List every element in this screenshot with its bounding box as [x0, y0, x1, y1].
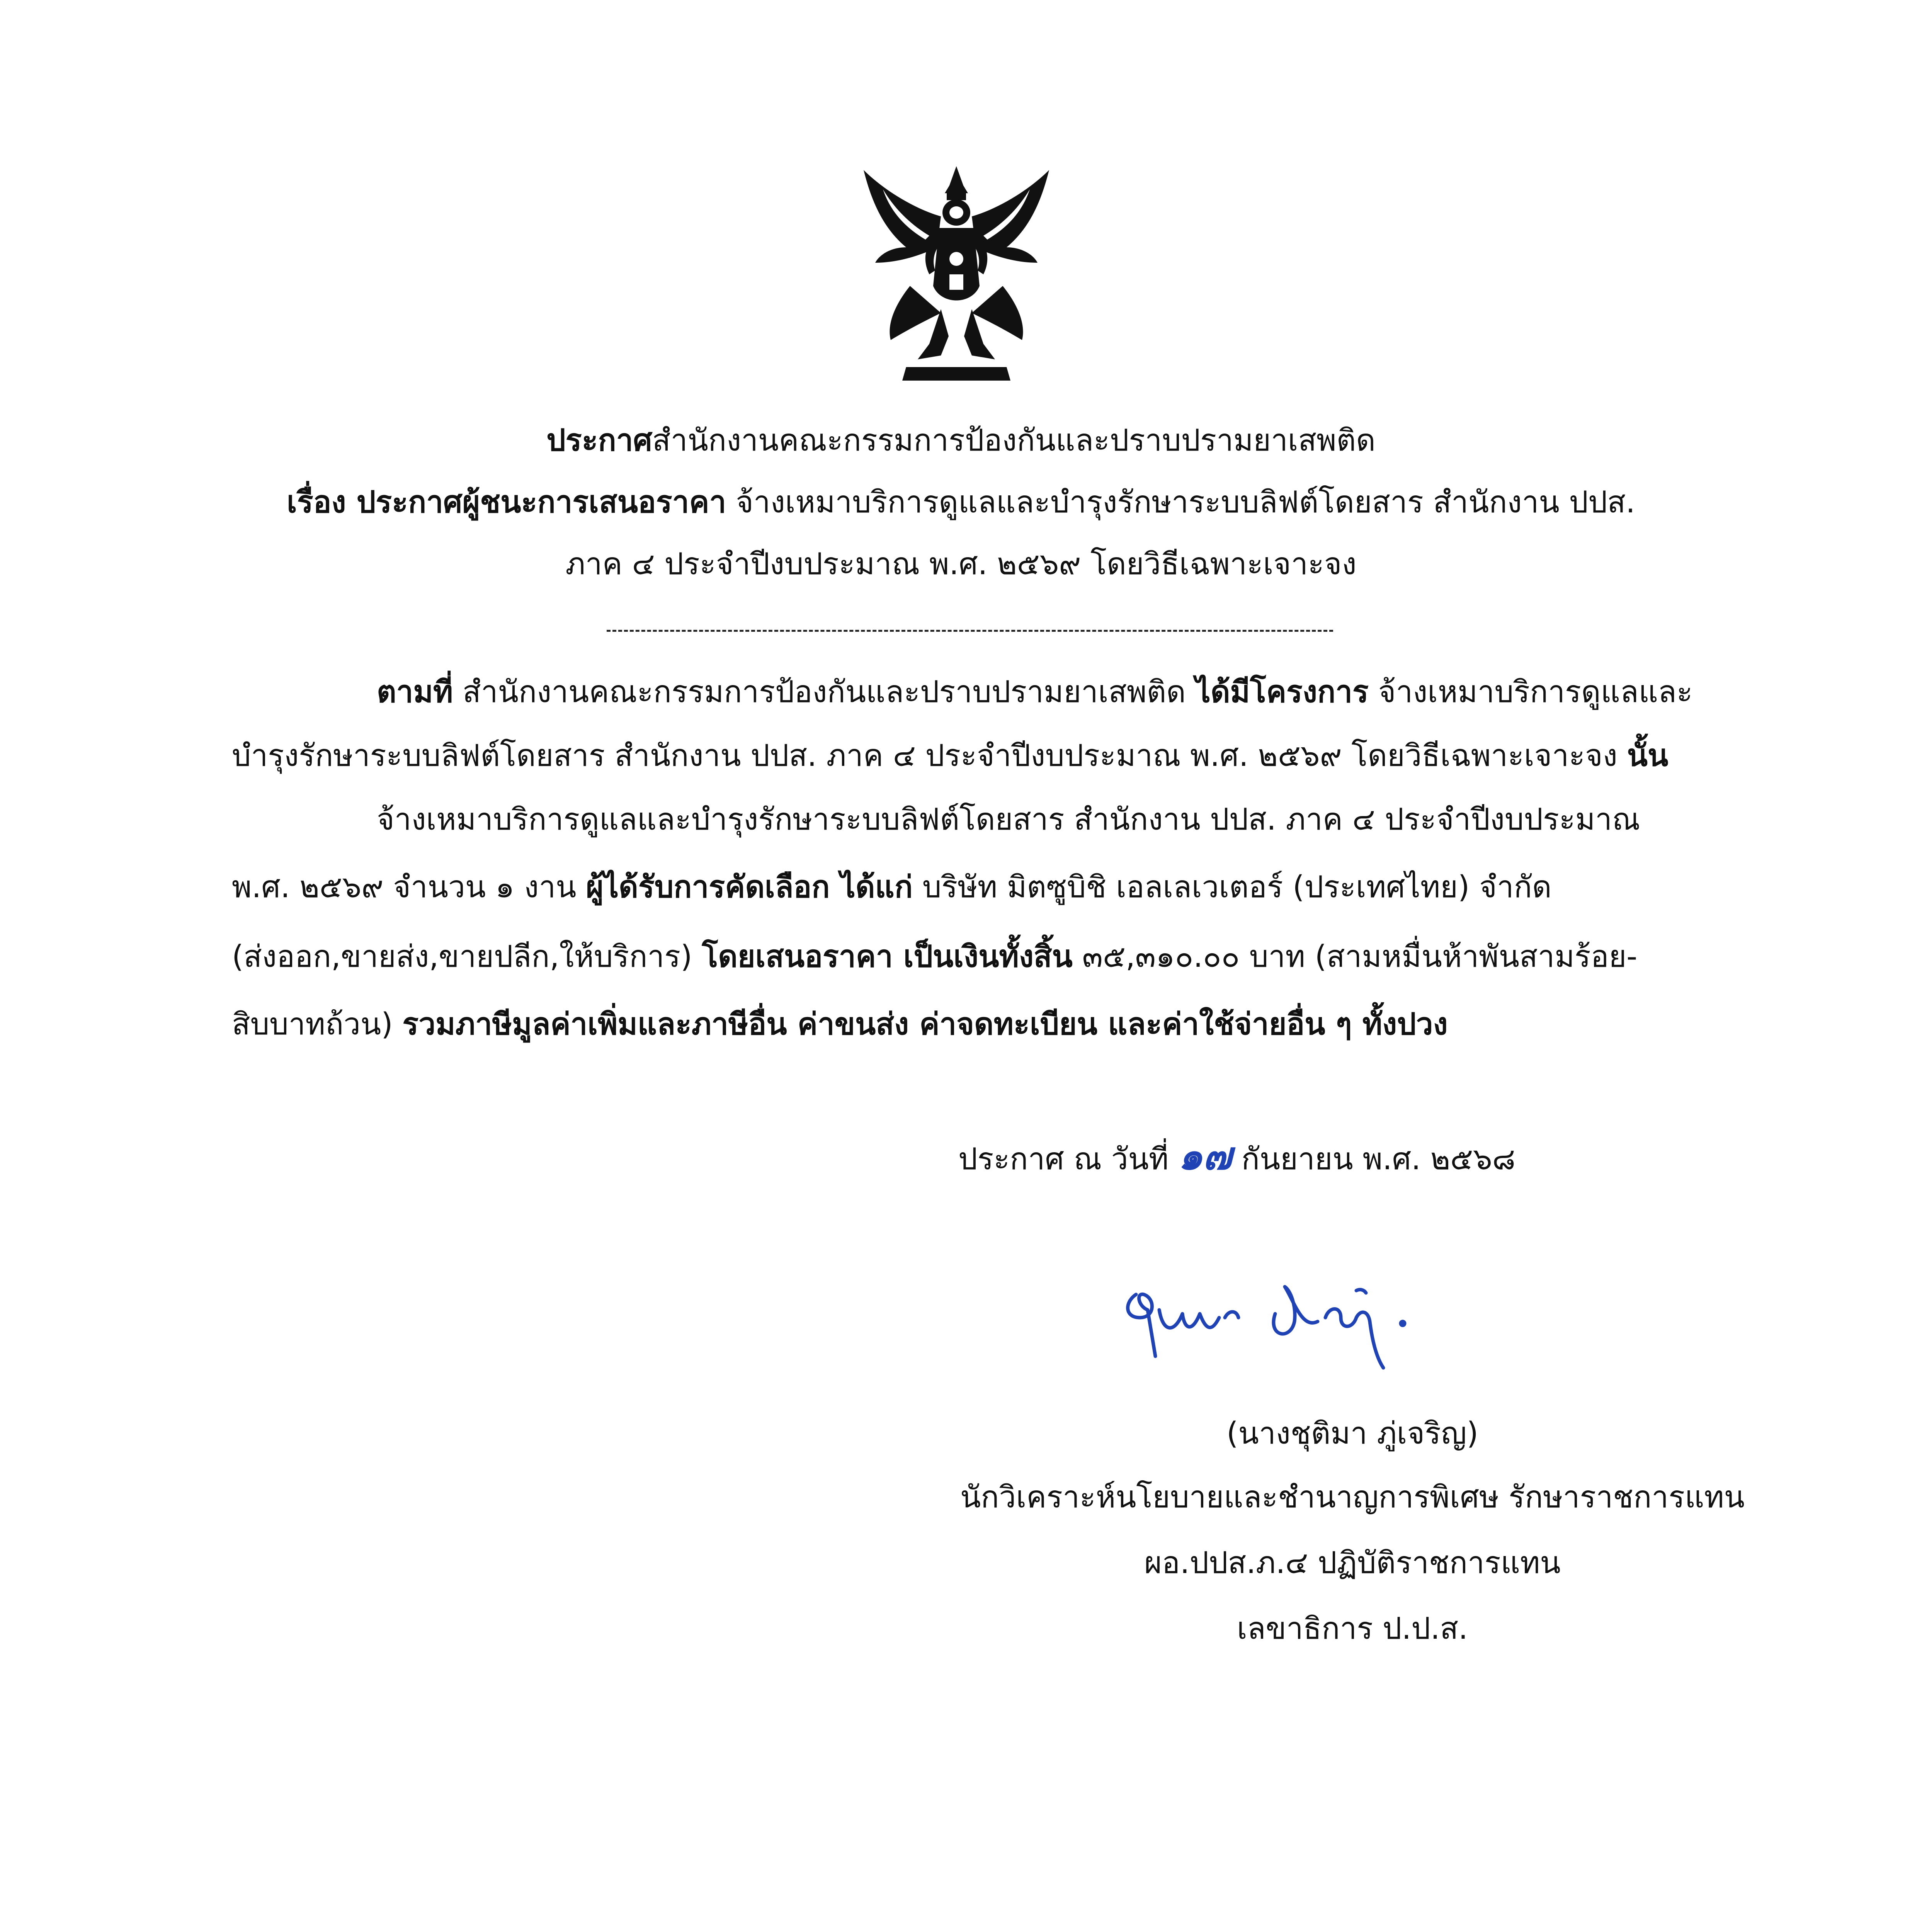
p1-line-2: บำรุงรักษาระบบลิฟต์โดยสาร สำนักงาน ปปส. ภาค ๔ ประจำปีงบประมาณ พ.ศ. ๒๕๖๙ โดยวิธีเฉพาะเจาะจง: [232, 738, 1627, 773]
paragraph-1-line-2: [232, 734, 1692, 777]
p2-line-2b: บริษัท มิตซูบิชิ เอลเลเวเตอร์ (ประเทศไทย) จำกัด: [913, 870, 1552, 905]
p2-line-2-bold: ผู้ได้รับการคัดเลือก ได้แก่: [586, 870, 913, 905]
p1-text-1: สำนักงานคณะกรรมการป้องกันและปราบปรามยาเสพติด: [453, 675, 1196, 709]
p1-text-2: จ้างเหมาบริการดูแลและ: [1368, 675, 1693, 709]
date-prefix: ประกาศ ณ วันที่: [958, 1142, 1179, 1177]
title-bold: ประกาศ: [546, 423, 653, 458]
p2-line-4a: สิบบาทถ้วน): [232, 1007, 403, 1042]
subject-line-2: [0, 543, 1922, 585]
announcement-date: [958, 1134, 1615, 1181]
p2-line-3b: ๓๕,๓๑๐.๐๐ บาท (สามหมื่นห้าพันสามร้อย-: [1072, 939, 1638, 974]
subject-label: เรื่อง ประกาศผู้ชนะการเสนอราคา: [287, 485, 726, 520]
p2-line-2a: พ.ศ. ๒๕๖๙ จำนวน ๑ งาน: [232, 870, 586, 905]
dashed-divider: [607, 630, 1333, 632]
p1-line-2-end: นั้น: [1627, 738, 1669, 773]
signer-position-2: ผอ.ปปส.ภ.๔ ปฏิบัติราชการแทน: [1144, 1546, 1561, 1580]
date-suffix: กันยายน พ.ศ. ๒๕๖๘: [1231, 1142, 1515, 1177]
subject-line-1: [0, 481, 1922, 524]
paragraph-1-line-1: [232, 670, 1692, 714]
paragraph-2-line-3: [232, 935, 1692, 978]
paragraph-2-line-1: [232, 798, 1692, 841]
signer-name: (นางชุติมา ภู่เจริญ): [1226, 1416, 1478, 1451]
p2-line-3a: (ส่งออก,ขายส่ง,ขายปลีก,ให้บริการ): [232, 939, 702, 974]
p2-line-4-bold: รวมภาษีมูลค่าเพิ่มและภาษีอื่น ค่าขนส่ง ค่าจดทะเบียน และค่าใช้จ่ายอื่น ๆ ทั้งปวง: [402, 1007, 1448, 1042]
p1-bold-2: ได้มีโครงการ: [1195, 675, 1369, 709]
p1-lead: ตามที่: [377, 675, 453, 709]
p2-line-1: จ้างเหมาบริการดูแลและบำรุงรักษาระบบลิฟต์โดยสาร สำนักงาน ปปส. ภาค ๔ ประจำปีงบประมาณ: [377, 802, 1640, 837]
title-org: สำนักงานคณะกรรมการป้องกันและปราบปรามยาเสพติด: [652, 423, 1376, 458]
subject-text-1: จ้างเหมาบริการดูแลและบำรุงรักษาระบบลิฟต์โดยสาร สำนักงาน ปปส.: [726, 485, 1635, 520]
garuda-emblem-icon: [848, 158, 1065, 390]
subject-text-2: ภาค ๔ ประจำปีงบประมาณ พ.ศ. ๒๕๖๙ โดยวิธีเฉพาะเจาะจง: [565, 547, 1357, 582]
signer-position-3: เลขาธิการ ป.ป.ส.: [1237, 1611, 1468, 1646]
paragraph-2-line-4: [232, 1003, 1692, 1046]
paragraph-2-line-2: [232, 866, 1692, 909]
p2-line-3-bold: โดยเสนอราคา เป็นเงินทั้งสิ้น: [702, 939, 1073, 974]
date-day-handwritten: ๑๗: [1178, 1133, 1232, 1179]
signer-position-1: นักวิเคราะห์นโยบายและชำนาญการพิเศษ รักษาราชการแทน: [960, 1480, 1745, 1515]
announcement-title: [0, 419, 1922, 462]
handwritten-signature: [1109, 1267, 1426, 1414]
